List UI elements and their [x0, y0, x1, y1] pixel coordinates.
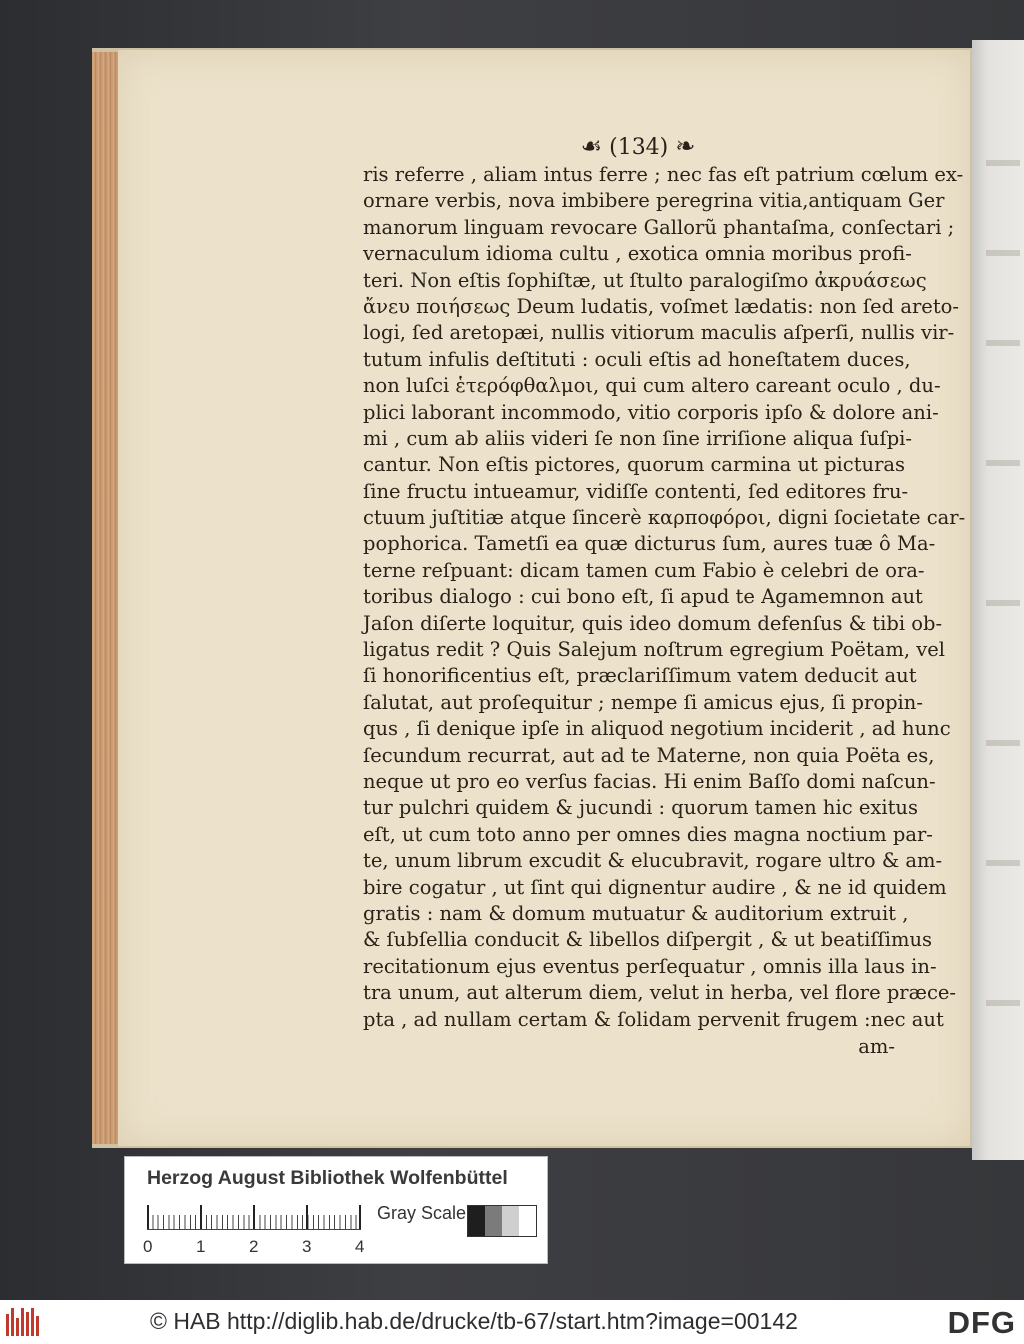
text-line: ctuum juſtitiæ atque ſincerè καρποφόροι, digni ſocietate car- [363, 506, 966, 530]
ornament-left-icon: ☙ [580, 132, 603, 160]
text-line: eſt, ut cum toto anno per omnes dies magna noctium par- [363, 822, 933, 846]
body-text [363, 162, 966, 1033]
text-line: mi , cum ab aliis videri ſe non ſine irriſione aliqua ſuſpi- [363, 426, 913, 450]
text-line: qus , ſi denique ipſe in aliquod negotium inciderit , ad hunc [363, 717, 951, 741]
ruler-number: 3 [302, 1237, 312, 1256]
text-line: ſecundum recurrat, aut ad te Materne, non quia Poëta es, [363, 743, 935, 767]
text-line: ligatus redit ? Quis Salejum noſtrum egregium Poëtam, vel [363, 638, 946, 662]
gray-scale-swatches [467, 1205, 537, 1237]
swatch-black [468, 1206, 485, 1236]
ruler-number: 2 [249, 1237, 259, 1256]
text-line: te, unum librum excudit & elucubravit, rogare ultro & am- [363, 849, 943, 873]
ruler-number: 0 [143, 1237, 153, 1256]
text-line: terne reſpuant: dicam tamen cum Fabio è celebri de ora- [363, 558, 925, 582]
page-edges [92, 52, 120, 1144]
ruler-number: 4 [355, 1237, 365, 1256]
page-number: (134) [609, 135, 669, 160]
text-line: pophorica. Tametſi ea quæ dicturus ſum, aures tuæ ô Ma- [363, 532, 936, 556]
text-line: recitationum ejus eventus perſequatur , omnis illa laus in- [363, 954, 937, 978]
page-text [363, 130, 966, 1061]
barcode-icon [6, 1308, 44, 1336]
text-line: logi, ſed aretopæi, nullis vitiorum maculis aſperſi, nullis vir- [363, 321, 955, 345]
text-line: vernaculum idioma cultu , exotica omnia moribus profi- [363, 242, 912, 266]
library-name: Herzog August Bibliothek Wolfenbüttel [147, 1167, 508, 1189]
text-line: non luſci ἑτερόφθαλμοι, qui cum altero careant oculo , du- [363, 374, 941, 398]
page-header [373, 130, 903, 162]
text-line: tutum infulis deſtituti : oculi eſtis ad honeſtatem duces, [363, 347, 911, 371]
dfg-logo: DFG [947, 1305, 1016, 1340]
text-line: ſine fructu intueamur, vidiſſe contenti, ſed editores fru- [363, 479, 909, 503]
text-line: ris referre , aliam intus ferre ; nec fas eſt patrium cœlum ex- [363, 163, 964, 186]
text-line: teri. Non eſtis ſophiſtæ, ut ſtulto paralogiſmo ἀκρυάσεως [363, 268, 927, 292]
text-line: plici laborant incommodo, vitio corporis ipſo & dolore ani- [363, 400, 939, 424]
swatch-white [519, 1206, 536, 1236]
text-line: ſi honorificentius eſt, præclariſſimum vatem deducit aut [363, 664, 917, 688]
text-line: tur pulchri quidem & jucundi : quorum tamen hic exitus [363, 796, 918, 820]
text-line: ſalutat, aut proſequitur ; nempe ſi amicus ejus, ſi propin- [363, 690, 923, 714]
text-line: cantur. Non eſtis pictores, quorum carmina ut picturas [363, 453, 906, 477]
text-line: gratis : nam & domum mutuatur & auditorium extruit , [363, 901, 909, 925]
footer-credit-link[interactable]: © HAB http://diglib.hab.de/drucke/tb-67/start.htm?image=00142 [150, 1308, 798, 1334]
gray-scale-label: Gray Scale [377, 1203, 467, 1223]
text-line: neque ut pro eo verſus facias. Hi enim Baſſo domi naſcun- [363, 769, 936, 793]
text-line: bire cogatur , ut ſint qui dignentur audire , & ne id quidem [363, 875, 947, 899]
text-line: & ſubſellia conducit & libellos diſpergit , & ut beatiſſimus [363, 928, 933, 952]
color-card [124, 1156, 548, 1264]
ruler-number: 1 [196, 1237, 206, 1256]
catchword: am- [858, 1034, 895, 1058]
footer-bar [0, 1300, 1024, 1344]
text-line: manorum linguam revocare Gallorũ phantaſma, conſectari ; [363, 215, 955, 239]
text-line: tra unum, aut alterum diem, velut in herba, vel flore præce- [363, 981, 957, 1005]
text-line: Jaſon diſerte loquitur, quis ideo domum defenſus & tibi ob- [363, 611, 943, 635]
text-line: toribus dialogo : cui bono eſt, ſi apud te Agamemnon aut [363, 585, 923, 609]
text-line: pta , ad nullam certam & ſolidam pervenit frugem :nec aut [363, 1007, 944, 1031]
ornament-right-icon: ❧ [675, 132, 696, 160]
text-line: ornare verbis, nova imbibere peregrina vitia,antiquam Ger [363, 189, 945, 213]
text-line: ἄνευ ποιήσεως Deum ludatis, voſmet lædatis: non ſed areto- [363, 294, 960, 318]
scale-ruler [147, 1205, 361, 1230]
facing-page [972, 40, 1024, 1160]
swatch-dark-gray [485, 1206, 502, 1236]
swatch-light-gray [502, 1206, 519, 1236]
